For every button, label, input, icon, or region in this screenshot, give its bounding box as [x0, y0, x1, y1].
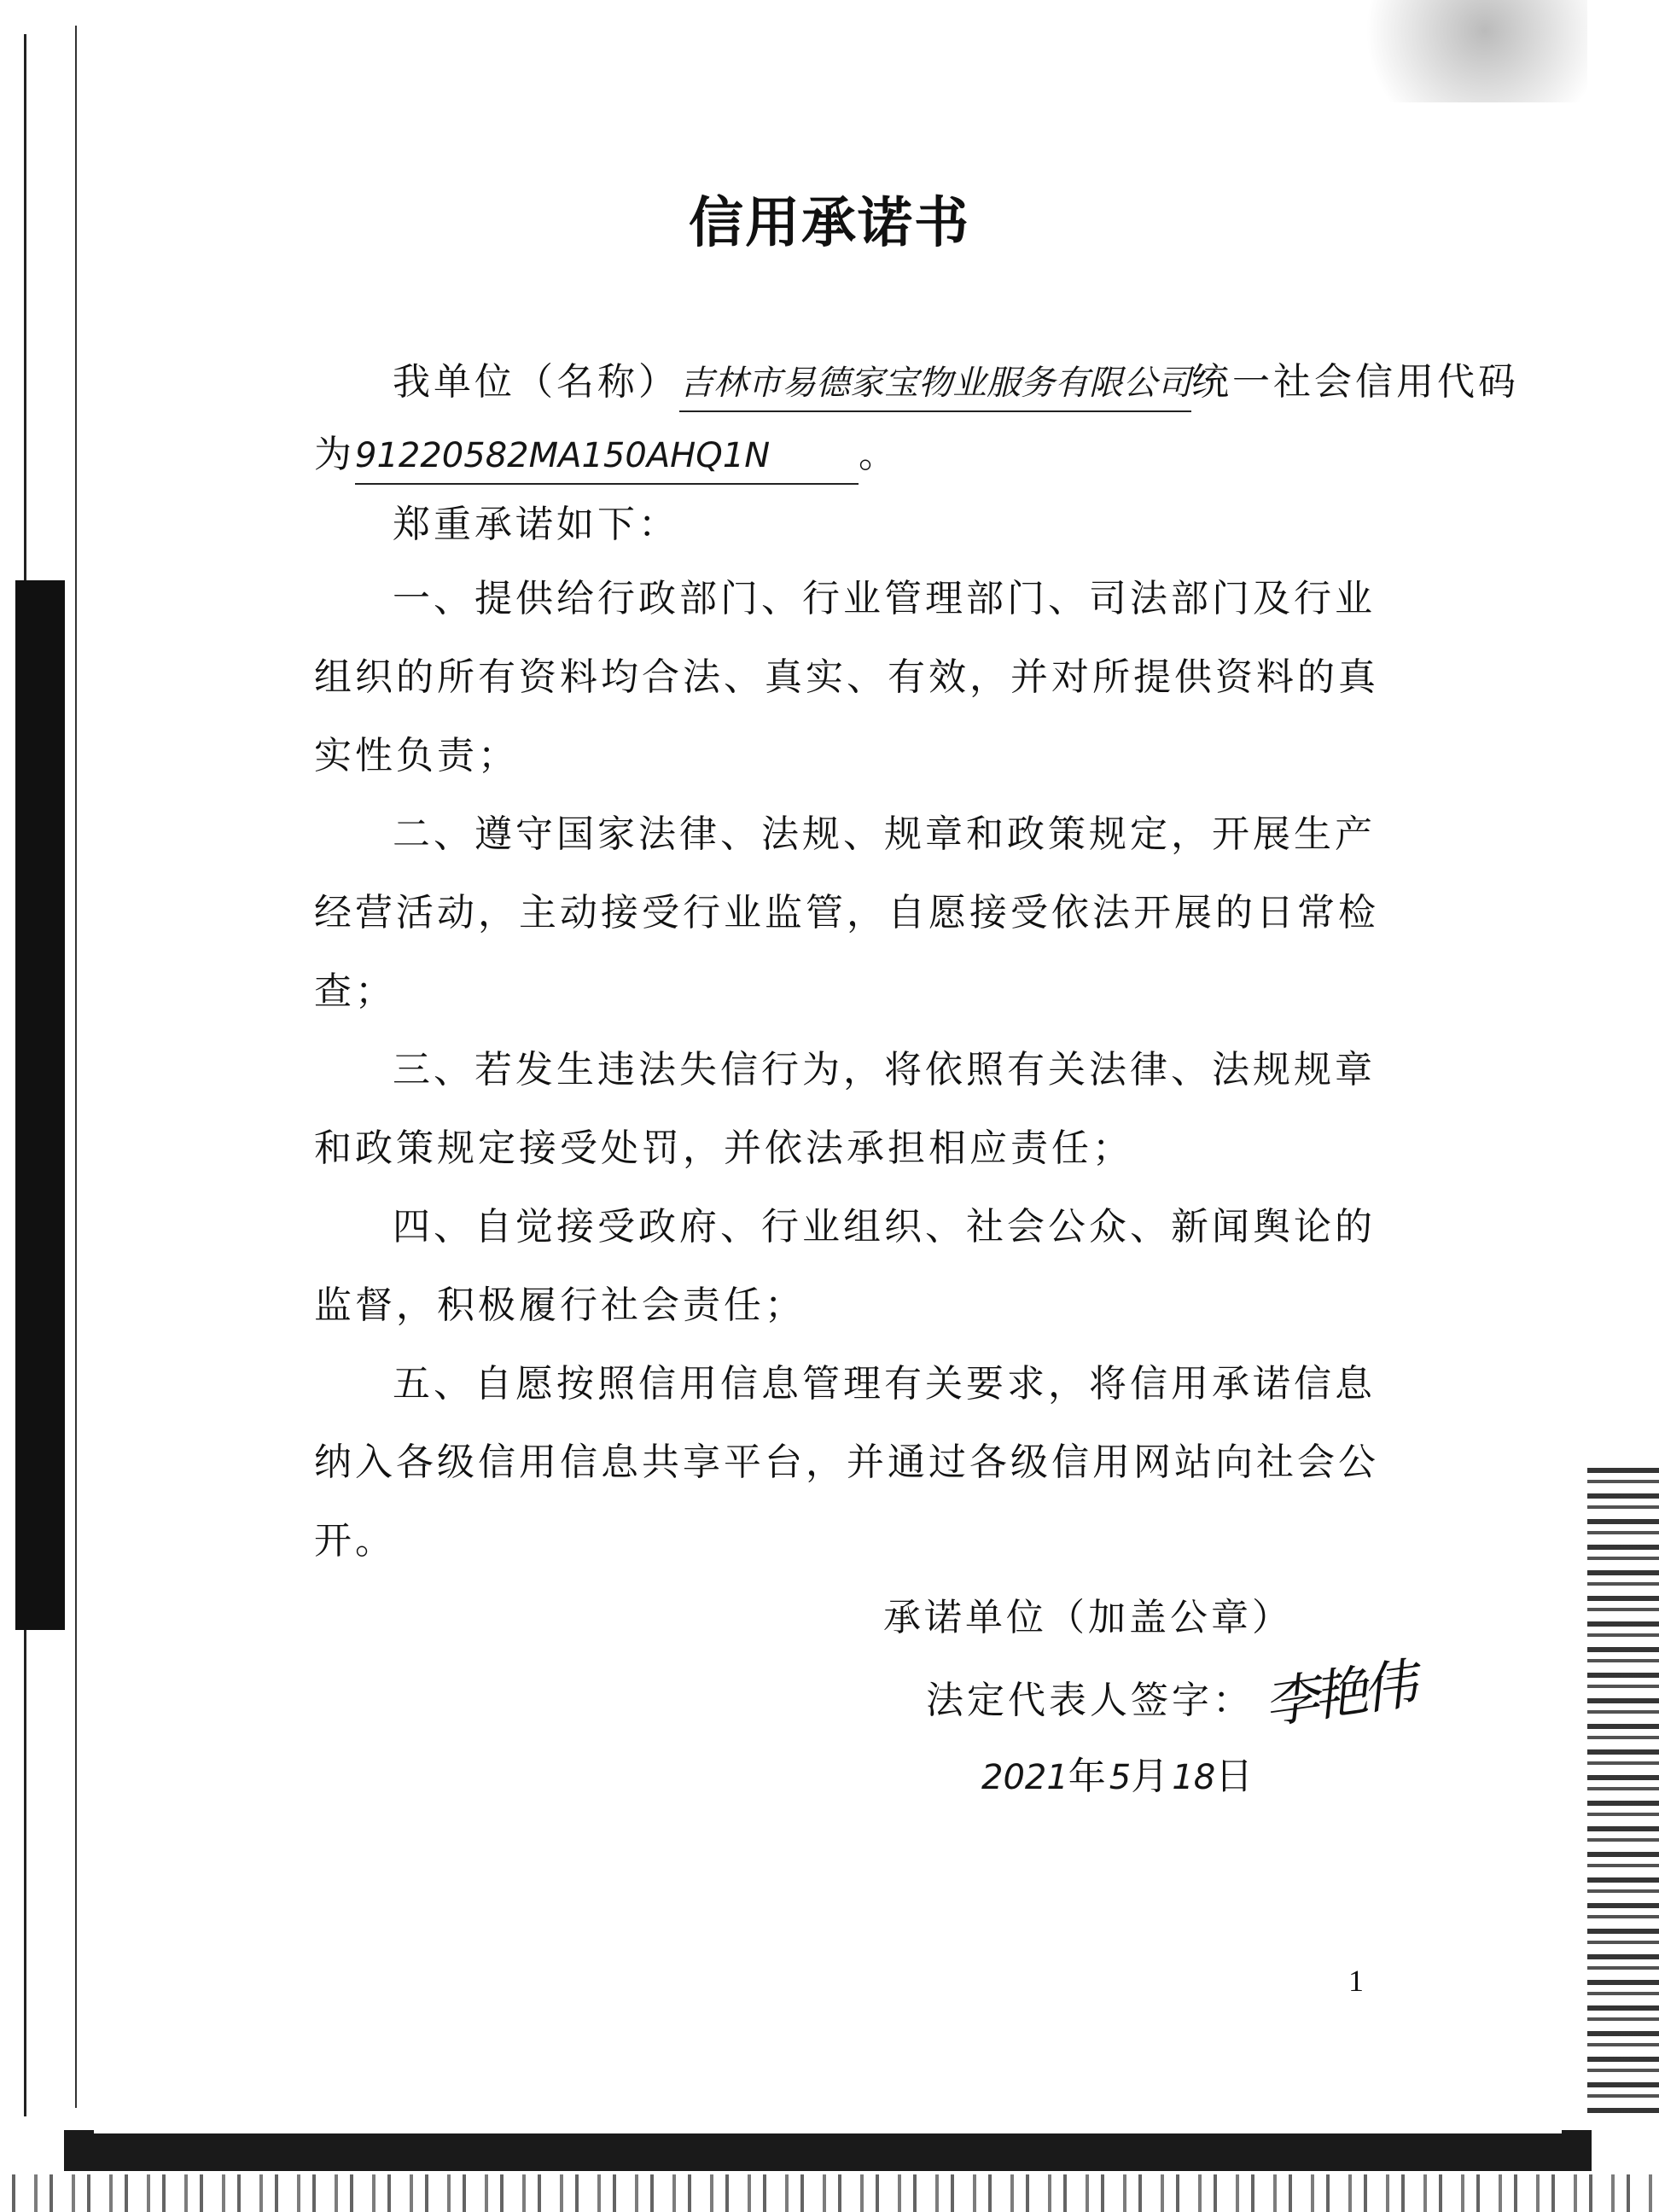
item-3-line-2: 和政策规定接受处罚，并依法承担相应责任； — [314, 1126, 1133, 1170]
item-3-line-1: 三、若发生违法失信行为，将依照有关法律、法规规章 — [393, 1048, 1376, 1091]
credit-code-handwritten: 91220582MA150AHQ1N — [355, 430, 859, 485]
commitment-unit-label: 承诺单位（加盖公章） — [883, 1596, 1293, 1639]
intro-prefix: 我单位（名称） — [393, 360, 679, 404]
intro-line-1 — [393, 357, 1519, 412]
item-2-line-3: 查； — [314, 969, 396, 1013]
item-5-line-1: 五、自愿按照信用信息管理有关要求，将信用承诺信息 — [393, 1362, 1376, 1406]
page-number: 1 — [1348, 1964, 1364, 1998]
signing-date — [981, 1751, 1256, 1803]
document-title: 信用承诺书 — [689, 192, 970, 255]
item-1-line-1: 一、提供给行政部门、行业管理部门、司法部门及行业 — [393, 577, 1376, 620]
date-year: 2021 — [981, 1758, 1068, 1797]
promise-lead: 郑重承诺如下： — [393, 503, 679, 546]
date-day-label: 日 — [1215, 1755, 1257, 1798]
item-4-line-1: 四、自觉接受政府、行业组织、社会公众、新闻舆论的 — [393, 1205, 1376, 1249]
legal-rep-label: 法定代表人签字： — [926, 1679, 1254, 1722]
item-5-line-3: 开。 — [314, 1519, 396, 1563]
intro-line-2 — [314, 429, 899, 485]
item-1-line-2: 组织的所有资料均合法、真实、有效，并对所提供资料的真 — [314, 655, 1379, 699]
handwritten-signature: 李艳伟 — [1260, 1653, 1417, 1737]
unit-name-handwritten: 吉林市易德家宝物业服务有限公司 — [679, 358, 1191, 412]
legal-rep-row — [926, 1653, 1417, 1737]
item-1-line-3: 实性负责； — [314, 734, 519, 777]
intro-mid: 统一社会信用代码 — [1191, 360, 1519, 404]
item-5-line-2: 纳入各级信用信息共享平台，并通过各级信用网站向社会公 — [314, 1441, 1379, 1484]
item-2-line-2: 经营活动，主动接受行业监管，自愿接受依法开展的日常检 — [314, 891, 1379, 934]
item-4-line-2: 监督，积极履行社会责任； — [314, 1284, 806, 1327]
date-day: 18 — [1172, 1758, 1216, 1797]
code-prefix: 为 — [314, 433, 355, 476]
code-suffix: 。 — [859, 433, 899, 476]
date-year-label: 年 — [1068, 1755, 1109, 1798]
item-2-line-1: 二、遵守国家法律、法规、规章和政策规定，开展生产 — [393, 812, 1376, 856]
date-month-label: 月 — [1131, 1755, 1173, 1798]
date-month: 5 — [1109, 1758, 1132, 1797]
